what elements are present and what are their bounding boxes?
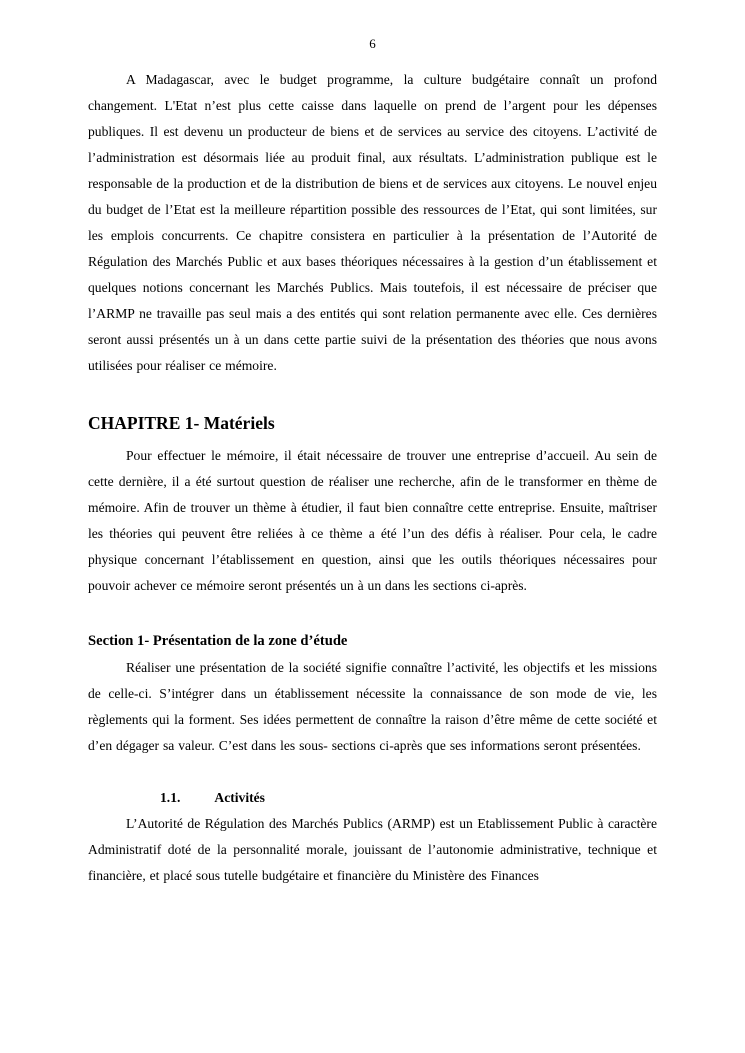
section-paragraph: Réaliser une présentation de la société signifie connaître l’activité, les objectifs et les missions de celle-ci. S’intégrer dans un établissement nécessite la connaissance de son mode de vie, les règlements qui la forment. Ses idées permettent de connaître la raison d’être même de cette société et d’en dégager sa valeur. C’est dans les sous- sections ci-après que ses informations seront présentées. xyxy=(88,660,657,753)
page-number: 6 xyxy=(369,36,376,51)
intro-paragraph: A Madagascar, avec le budget programme, la culture budgétaire connaît un profond changement. L'Etat n’est plus cette caisse dans laquelle on prend de l’argent pour les dépenses publiques. Il est devenu un producteur de biens et de services au service des citoyens. L’activité de l’administration est désormais liée au produit final, aux résultats. L’administration publique est le responsable de la production et de la distribution de biens et de services aux citoyens. Le nouvel enjeu du budget de l’Etat est la meilleure répartition possible des ressources de l’Etat, qui sont limitées, sur les emplois concurrents. Ce chapitre consistera en particulier à la présentation de l’Autorité de Régulation des Marchés Public et aux bases théoriques nécessaires à la gestion d’un établissement et quelques notions concernant les Marchés Publics. Mais toutefois, il est nécessaire de préciser que l’ARMP ne travaille pas seul mais a des entités qui sont relation permanente avec elle. Ces dernières seront aussi présentés un à un dans cette partie suivi de la présentation des théories que nous avons utilisées pour réaliser ce mémoire. xyxy=(88,72,657,373)
subsection-number: 1.1. xyxy=(160,790,181,805)
subsection-heading xyxy=(160,785,657,811)
chapter-heading: CHAPITRE 1- Matériels xyxy=(88,413,275,433)
chapter-paragraph: Pour effectuer le mémoire, il était nécessaire de trouver une entreprise d’accueil. Au sein de cette dernière, il a été surtout question de réaliser une recherche, afin de le transformer en thème de mémoire. Afin de trouver un thème à étudier, il faut bien connaître cette entreprise. Ensuite, maîtriser les théories qui peuvent être reliées à ce thème a été l’un des défis à réaliser. Pour cela, le cadre physique concernant l’établissement en question, ainsi que les outils théoriques nécessaires pour pouvoir achever ce mémoire seront présentés un à un dans les sections ci-après. xyxy=(88,448,657,593)
subsection-paragraph: L’Autorité de Régulation des Marchés Publics (ARMP) est un Etablissement Public à caractère Administratif doté de la personnalité morale, jouissant de l’autonomie administrative, technique et financière, et placé sous tutelle budgétaire et financière du Ministère des Finances xyxy=(88,816,657,883)
subsection-title: Activités xyxy=(214,790,265,805)
section-heading: Section 1- Présentation de la zone d’étude xyxy=(88,633,348,649)
